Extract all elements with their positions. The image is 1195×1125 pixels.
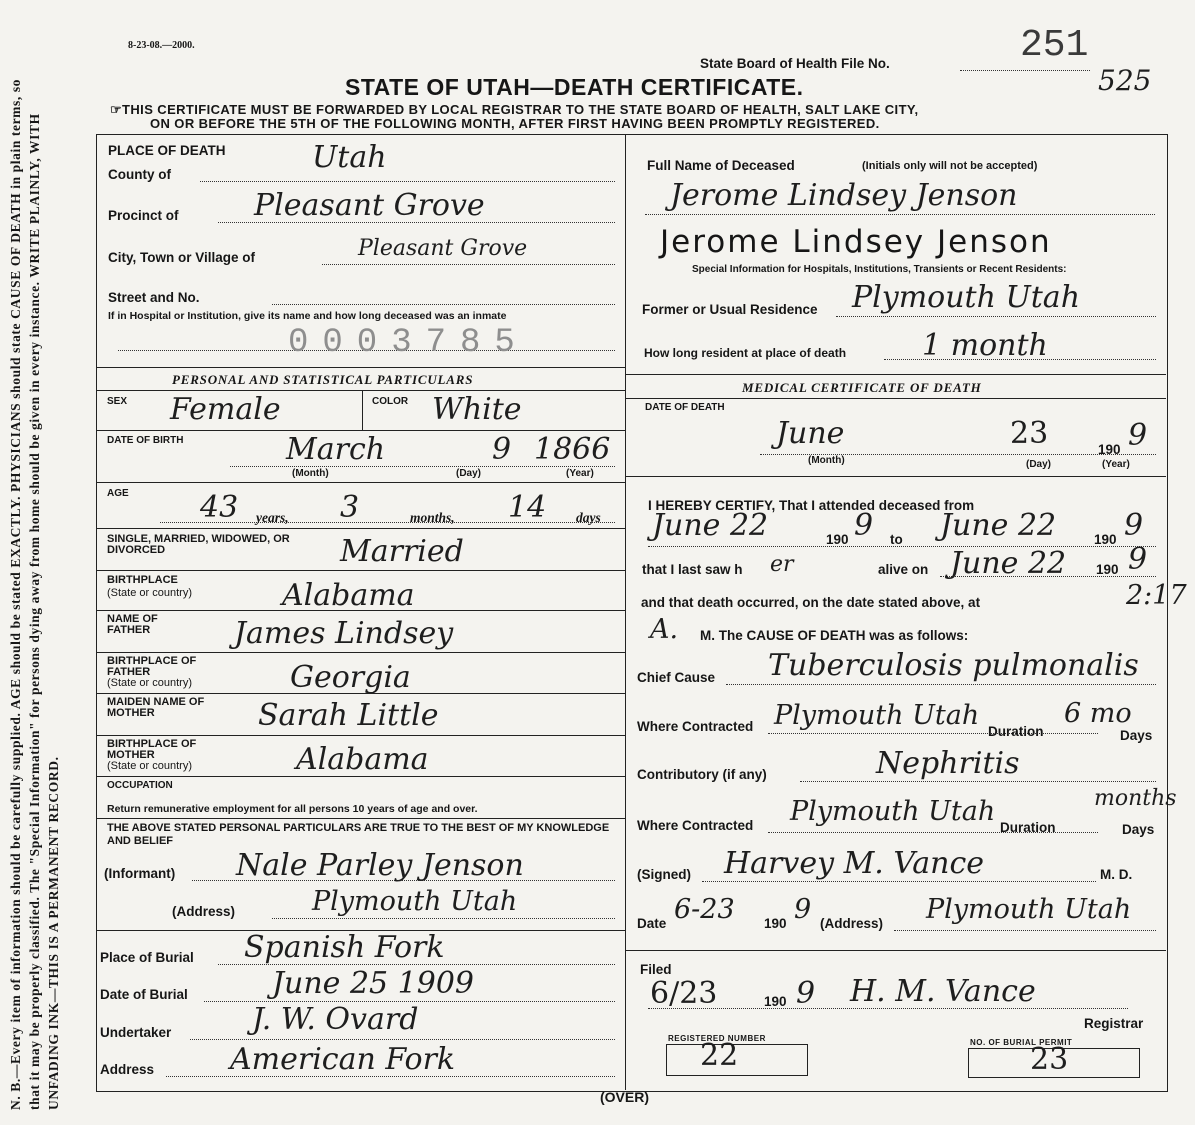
contrib-duration-label: Duration bbox=[1000, 820, 1056, 835]
dod-month: June bbox=[776, 416, 845, 451]
informant-address-label: (Address) bbox=[172, 904, 236, 919]
resident-duration-value: 1 month bbox=[922, 328, 1048, 363]
mother-birthplace-value: Alabama bbox=[296, 742, 429, 777]
sex-value: Female bbox=[170, 392, 281, 427]
physician-address-value: Plymouth Utah bbox=[926, 894, 1132, 925]
md-label: M. D. bbox=[1100, 867, 1133, 882]
chief-days-label: Days bbox=[1120, 728, 1153, 743]
birthplace-caption: (State or country) bbox=[107, 587, 192, 599]
medical-heading: MEDICAL CERTIFICATE OF DEATH bbox=[742, 380, 982, 395]
undertaker-address-label: Address bbox=[100, 1062, 155, 1077]
chief-duration-label: Duration bbox=[988, 724, 1044, 739]
registered-number-label: REGISTERED NUMBER bbox=[668, 1034, 766, 1043]
color-label: COLOR bbox=[372, 396, 409, 407]
contributory-label: Contributory (if any) bbox=[637, 767, 767, 782]
filed-date: 6/23 bbox=[650, 976, 718, 1011]
age-months: 3 bbox=[340, 490, 360, 525]
contrib-contracted-label: Where Contracted bbox=[637, 818, 754, 833]
mother-birthplace-caption: (State or country) bbox=[107, 760, 192, 772]
contrib-days-label: Days bbox=[1122, 822, 1155, 837]
corner-number: 525 bbox=[1098, 64, 1152, 97]
dod-year-suffix: 9 bbox=[1128, 418, 1148, 453]
instruction-line-1: ☞THIS CERTIFICATE MUST BE FORWARDED BY LOCAL REGISTRAR TO THE STATE BOARD OF HEALTH, SALT LAKE CITY, bbox=[110, 102, 919, 117]
hospital-note: If in Hospital or Institution, give its name and how long deceased was an inmate bbox=[108, 310, 507, 322]
attended-from-date: June 22 bbox=[652, 508, 769, 543]
color-value: White bbox=[432, 392, 522, 427]
special-info-label: Special Information for Hospitals, Institutions, Transients or Recent Residents: bbox=[692, 264, 1067, 275]
father-value: James Lindsey bbox=[234, 616, 454, 651]
attended-to-date: June 22 bbox=[940, 508, 1057, 543]
last-saw-label: that I last saw h bbox=[642, 562, 743, 577]
father-label: NAME OF FATHER bbox=[107, 613, 158, 636]
dod-label: DATE OF DEATH bbox=[645, 402, 725, 413]
dod-month-caption: (Month) bbox=[808, 455, 845, 466]
deceased-name-note: (Initials only will not be accepted) bbox=[862, 160, 1038, 172]
certify-statement: I HEREBY CERTIFY, That I attended deceased from bbox=[648, 498, 975, 513]
center-divider bbox=[625, 134, 626, 1090]
precinct-value: Pleasant Grove bbox=[254, 188, 485, 223]
burial-place-value: Spanish Fork bbox=[244, 930, 445, 965]
precinct-label: Procinct of bbox=[108, 208, 179, 223]
death-ampm: A. bbox=[650, 614, 679, 645]
chief-duration-value: 6 mo bbox=[1064, 698, 1132, 729]
over-label: (OVER) bbox=[600, 1089, 649, 1105]
file-number: 251 bbox=[1020, 24, 1089, 67]
undertaker-address-value: American Fork bbox=[230, 1042, 456, 1077]
street-label: Street and No. bbox=[108, 290, 200, 305]
burial-date-value: June 25 1909 bbox=[272, 966, 475, 1001]
marital-value: Married bbox=[340, 534, 464, 569]
attended-from-year-suffix: 9 bbox=[854, 508, 874, 543]
marital-label: SINGLE, MARRIED, WIDOWED, OR DIVORCED bbox=[107, 533, 290, 556]
informant-statement: THE ABOVE STATED PERSONAL PARTICULARS ARE TRUE TO THE BEST OF MY KNOWLEDGE AND BELIEF bbox=[107, 822, 610, 847]
resident-duration-label: How long resident at place of death bbox=[644, 346, 847, 360]
dod-day: 23 bbox=[1010, 416, 1049, 451]
occupation-note: Return remunerative employment for all persons 10 years of age and over. bbox=[107, 803, 478, 815]
registrar-label: Registrar bbox=[1084, 1016, 1144, 1031]
death-occurred-label: and that death occurred, on the date stated above, at bbox=[641, 595, 981, 610]
sign-year-prefix: 190 bbox=[764, 916, 787, 931]
informant-address-value: Plymouth Utah bbox=[312, 886, 518, 917]
burial-place-label: Place of Burial bbox=[100, 950, 194, 965]
dob-month: March bbox=[286, 432, 386, 467]
dob-day: 9 bbox=[492, 432, 512, 467]
signed-label: (Signed) bbox=[637, 867, 691, 882]
city-label: City, Town or Village of bbox=[108, 250, 256, 265]
dob-label: DATE OF BIRTH bbox=[107, 435, 184, 446]
physician-address-label: (Address) bbox=[820, 916, 884, 931]
sex-label: SEX bbox=[107, 396, 128, 407]
city-value: Pleasant Grove bbox=[358, 236, 528, 261]
father-birthplace-value: Georgia bbox=[290, 660, 411, 695]
margin-instructions: N. B.—Every item of information should be carefully supplied. AGE should be stated EXACTLY. PHYSICIANS should state CAUSE OF DEATH in plain terms, so that it may be properly classified. The "Special Information" for persons dying away from home should be given in every instance. WRITE PLAINLY, WITH UNFADING INK—THIS IS A PERMANENT RECORD. bbox=[8, 78, 61, 1110]
county-value: Utah bbox=[312, 140, 387, 175]
residence-label: Former or Usual Residence bbox=[642, 302, 818, 317]
attended-from-year-prefix: 190 bbox=[826, 532, 849, 547]
dob-year: 1866 bbox=[534, 432, 611, 467]
burial-permit-number: 23 bbox=[1030, 1042, 1069, 1077]
stamp-number: 0003785 bbox=[288, 324, 529, 362]
chief-contracted-value: Plymouth Utah bbox=[774, 700, 980, 731]
age-months-caption: months, bbox=[410, 510, 455, 525]
filed-label: Filed bbox=[640, 962, 672, 977]
attended-to-year-prefix: 190 bbox=[1094, 532, 1117, 547]
age-days-caption: days bbox=[576, 510, 601, 525]
chief-cause-label: Chief Cause bbox=[637, 670, 716, 685]
last-saw-pronoun: er bbox=[770, 552, 794, 577]
mother-label: MAIDEN NAME OF MOTHER bbox=[107, 696, 205, 719]
contrib-contracted-value: Plymouth Utah bbox=[790, 796, 996, 827]
burial-date-label: Date of Burial bbox=[100, 987, 188, 1002]
age-years: 43 bbox=[200, 490, 239, 525]
contributory-value: Nephritis bbox=[876, 746, 1020, 781]
father-birthplace-label: BIRTHPLACE OF FATHER bbox=[107, 655, 197, 678]
mother-birthplace-label: BIRTHPLACE OF MOTHER bbox=[107, 738, 197, 761]
certificate-title: STATE OF UTAH—DEATH CERTIFICATE. bbox=[345, 74, 804, 100]
form-code: 8-23-08.—2000. bbox=[128, 40, 195, 51]
dob-year-caption: (Year) bbox=[566, 468, 594, 479]
dob-day-caption: (Day) bbox=[456, 468, 482, 479]
occupation-label: OCCUPATION bbox=[107, 780, 173, 791]
sign-date-label: Date bbox=[637, 916, 667, 931]
contrib-duration-value: months bbox=[1094, 786, 1177, 811]
burial-permit-label: NO. OF BURIAL PERMIT bbox=[970, 1038, 1073, 1047]
filed-year-suffix: 9 bbox=[796, 976, 816, 1011]
age-label: AGE bbox=[107, 488, 129, 499]
undertaker-label: Undertaker bbox=[100, 1025, 172, 1040]
chief-contracted-label: Where Contracted bbox=[637, 719, 754, 734]
attended-to-label: to bbox=[890, 532, 903, 547]
physician-signature: Harvey M. Vance bbox=[724, 846, 985, 881]
chief-cause-value: Tuberculosis pulmonalis bbox=[768, 648, 1139, 683]
registered-number: 22 bbox=[700, 1038, 739, 1073]
birthplace-label: BIRTHPLACE bbox=[107, 574, 178, 586]
registrar-signature: H. M. Vance bbox=[850, 974, 1036, 1009]
dod-year-caption: (Year) bbox=[1102, 459, 1130, 470]
file-number-line bbox=[960, 70, 1090, 71]
informant-label: (Informant) bbox=[104, 866, 176, 881]
place-heading: PLACE OF DEATH bbox=[108, 143, 226, 158]
instruction-line-2: ON OR BEFORE THE 5TH OF THE FOLLOWING MONTH, AFTER FIRST HAVING BEEN PROMPTLY REGISTERED. bbox=[150, 116, 880, 131]
sign-date-value: 6-23 bbox=[674, 894, 735, 925]
birthplace-value: Alabama bbox=[282, 578, 415, 613]
age-days: 14 bbox=[508, 490, 547, 525]
residence-value: Plymouth Utah bbox=[852, 280, 1081, 315]
alive-on-label: alive on bbox=[878, 562, 929, 577]
deceased-name-label: Full Name of Deceased bbox=[647, 158, 795, 173]
father-birthplace-caption: (State or country) bbox=[107, 677, 192, 689]
mother-value: Sarah Little bbox=[258, 698, 439, 733]
cause-intro: M. The CAUSE OF DEATH was as follows: bbox=[700, 628, 969, 643]
age-years-caption: years, bbox=[256, 510, 289, 525]
dod-day-caption: (Day) bbox=[1026, 459, 1052, 470]
sign-year-suffix: 9 bbox=[794, 894, 812, 925]
dod-year-prefix: 190 bbox=[1098, 442, 1121, 457]
dob-month-caption: (Month) bbox=[292, 468, 329, 479]
filed-year-prefix: 190 bbox=[764, 994, 787, 1009]
last-saw-year-suffix: 9 bbox=[1128, 542, 1148, 577]
informant-value: Nale Parley Jenson bbox=[236, 848, 524, 883]
death-time: 2:17 bbox=[1126, 580, 1187, 611]
file-number-label: State Board of Health File No. bbox=[700, 56, 890, 71]
deceased-name-printed: Jerome Lindsey Jenson bbox=[660, 224, 1052, 260]
last-saw-year-prefix: 190 bbox=[1096, 562, 1119, 577]
deceased-name-written: Jerome Lindsey Jenson bbox=[670, 178, 1018, 213]
personal-heading: PERSONAL AND STATISTICAL PARTICULARS bbox=[172, 372, 474, 387]
last-saw-date: June 22 bbox=[950, 546, 1067, 581]
attended-to-year-suffix: 9 bbox=[1124, 508, 1144, 543]
undertaker-value: J. W. Ovard bbox=[252, 1002, 419, 1037]
county-label: County of bbox=[108, 167, 171, 182]
